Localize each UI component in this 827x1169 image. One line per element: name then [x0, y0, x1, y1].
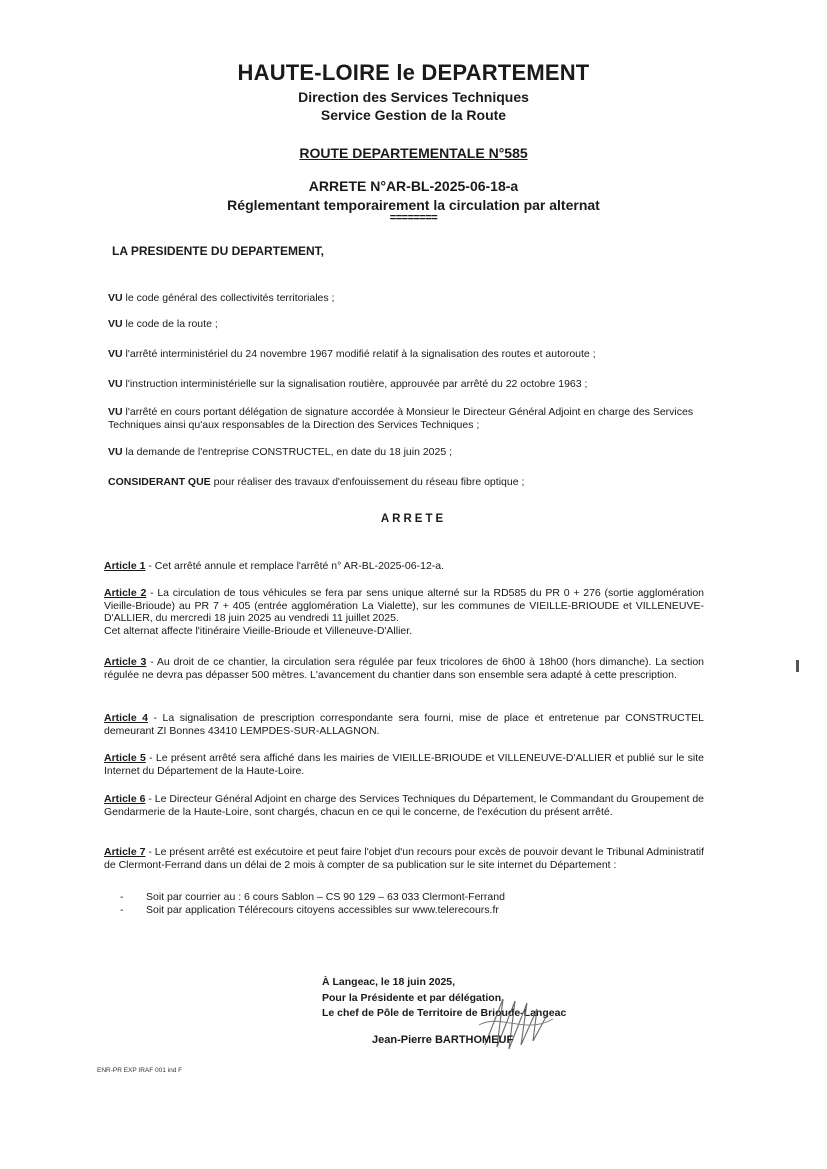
- article-4: [104, 712, 704, 737]
- signer-role: Le chef de Pôle de Territoire de Brioude-Langeac: [322, 1007, 567, 1019]
- vu-item: [108, 292, 723, 305]
- considerant-text: pour réaliser des travaux d'enfouissement du réseau fibre optique ;: [210, 476, 525, 488]
- article-extra-line: Cet alternat affecte l'itinéraire Vieille-Brioude et Villeneuve-D'Allier.: [104, 624, 413, 637]
- vu-lead: VU: [108, 292, 123, 304]
- list-item: [120, 891, 680, 904]
- article-label: Article 3: [104, 656, 147, 668]
- article-label: Article 2: [104, 587, 147, 599]
- vu-text: l'arrêté en cours portant délégation de signature accordée à Monsieur le Directeur Général Adjoint en charge des Services Techniques ainsi qu'aux responsables de la Direction des Services Techniques ;: [108, 406, 694, 431]
- bullet-dash: -: [120, 904, 124, 916]
- article-6: [104, 793, 704, 818]
- vu-text: la demande de l'entreprise CONSTRUCTEL, en date du 18 juin 2025 ;: [122, 446, 453, 458]
- place-date: À Langeac, le 18 juin 2025,: [322, 976, 456, 988]
- article-7: [104, 846, 704, 871]
- service-name: Service Gestion de la Route: [320, 107, 507, 123]
- vu-lead: VU: [108, 378, 123, 390]
- vu-text: l'instruction interministérielle sur la signalisation routière, approuvée par arrêté du 22 octobre 1963 ;: [122, 378, 588, 390]
- vu-item: [108, 318, 723, 331]
- vu-lead: VU: [108, 446, 123, 458]
- bullet-text: Soit par application Télérecours citoyens accessibles sur www.telerecours.fr: [146, 904, 499, 916]
- considerant-item: [108, 476, 723, 489]
- recourse-list: [120, 891, 680, 917]
- vu-item: [108, 406, 723, 431]
- bullet-dash: -: [120, 891, 124, 903]
- arrete-object: Réglementant temporairement la circulation par alternat: [227, 197, 600, 213]
- signer-name: Jean-Pierre BARTHOMEUF: [372, 1034, 514, 1046]
- article-text: - Au droit de ce chantier, la circulation sera régulée par feux tricolores de 6h00 à 18h00 (hors dimanche). La section régulée ne devra pas dépasser 500 mètres. L'avancement du chantier dans son ensemble sera adapté à cette prescription.: [104, 656, 704, 681]
- list-item: [120, 904, 680, 917]
- article-2: [104, 587, 704, 637]
- vu-text: le code de la route ;: [122, 318, 218, 330]
- article-text: - La circulation de tous véhicules se fera par sens unique alterné sur la RD585 du PR 0 + 276 (sortie agglomération Vieille-Brioude) au PR 7 + 405 (entrée agglomération La Vialette), sur les communes de VIEILLE-BRIOUDE et VILLENEUVE-D'ALLIER, du mercredi 18 juin 2025 au vendredi 11 juillet 2025.: [104, 587, 705, 624]
- vu-lead: VU: [108, 318, 123, 330]
- article-text: - Le présent arrêté sera affiché dans les mairies de VIEILLE-BRIOUDE et VILLENEUVE-D'ALLIER et publié sur le site Internet du Département de la Haute-Loire.: [104, 752, 704, 777]
- scan-mark: [796, 660, 799, 672]
- article-label: Article 5: [104, 752, 146, 764]
- vu-lead: VU: [108, 406, 123, 418]
- arrete-number: ARRETE N°AR-BL-2025-06-18-a: [308, 178, 519, 194]
- article-label: Article 1: [104, 560, 146, 572]
- article-3: [104, 656, 704, 681]
- department-title: HAUTE-LOIRE le DEPARTEMENT: [237, 60, 590, 85]
- vu-item: [108, 378, 723, 391]
- vu-text: l'arrêté interministériel du 24 novembre 1967 modifié relatif à la signalisation des routes et autoroute ;: [122, 348, 596, 360]
- vu-item: [108, 348, 723, 361]
- article-label: Article 6: [104, 793, 146, 805]
- considerant-lead: CONSIDERANT QUE: [108, 476, 211, 488]
- form-reference: ENR-PR EXP IRAF 001 ind F: [97, 1067, 183, 1074]
- article-1: [104, 560, 704, 573]
- separator-line: ========: [389, 212, 438, 224]
- arrete-heading: ARRETE: [380, 513, 447, 525]
- vu-item: [108, 446, 723, 459]
- article-text: - La signalisation de prescription correspondante sera fourni, mise de place et entretenue par CONSTRUCTEL demeurant ZI Bonnes 43410 LEMPDES-SUR-ALLAGNON.: [104, 712, 704, 737]
- delegation-line: Pour la Présidente et par délégation,: [322, 992, 505, 1004]
- article-text: - Le présent arrêté est exécutoire et peut faire l'objet d'un recours pour excès de pouvoir devant le Tribunal Administratif de Clermont-Ferrand dans un délai de 2 mois à compter de sa publication sur le site internet du Département :: [104, 846, 705, 871]
- article-text: - Le Directeur Général Adjoint en charge des Services Techniques du Département, le Commandant du Groupement de Gendarmerie de la Haute-Loire, sont chargés, chacun en ce qui le concerne, de l'exécution du présent arrêté.: [104, 793, 705, 818]
- article-label: Article 7: [104, 846, 146, 858]
- route-heading: ROUTE DEPARTEMENTALE N°585: [299, 145, 528, 161]
- article-text: - Cet arrêté annule et remplace l'arrêté n° AR-BL-2025-06-12-a.: [145, 560, 445, 572]
- direction-name: Direction des Services Techniques: [298, 89, 529, 105]
- bullet-text: Soit par courrier au : 6 cours Sablon – CS 90 129 – 63 033 Clermont-Ferrand: [146, 891, 505, 903]
- vu-text: le code général des collectivités territoriales ;: [122, 292, 335, 304]
- vu-lead: VU: [108, 348, 123, 360]
- article-5: [104, 752, 704, 777]
- article-label: Article 4: [104, 712, 149, 724]
- presidente-heading: LA PRESIDENTE DU DEPARTEMENT,: [112, 244, 325, 258]
